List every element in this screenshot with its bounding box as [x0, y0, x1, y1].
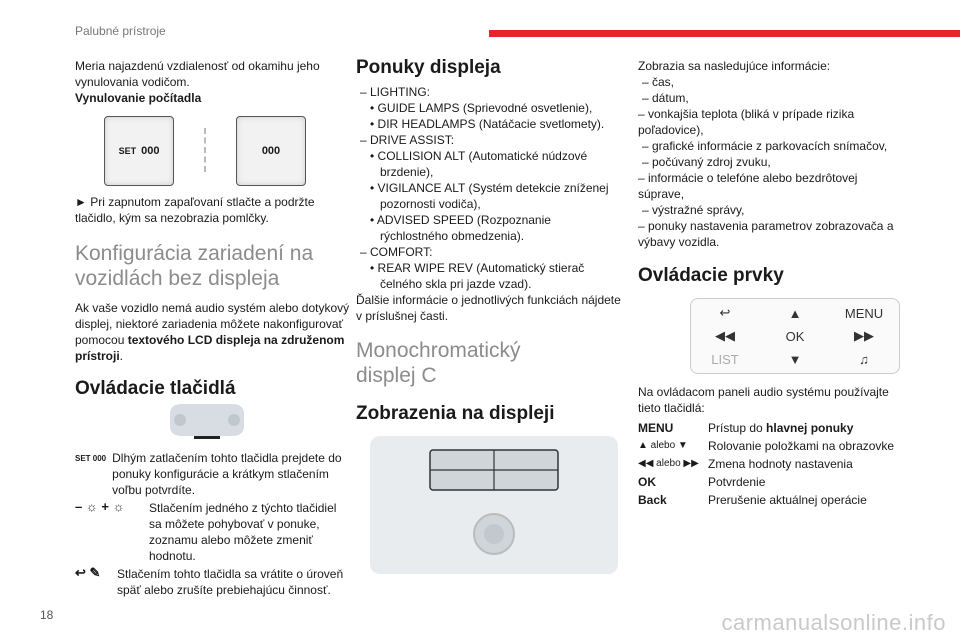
controls-heading: Ovládacie tlačidlá	[75, 378, 236, 399]
menu-heading: Ponuky displeja	[356, 57, 501, 78]
desc-back: Stlačením tohto tlačidla sa vrátite o úroveň späť alebo zrušíte prebiehajúcu činnosť.	[117, 567, 344, 597]
back-arrow-icon: ↩	[75, 565, 86, 580]
config-text-pre: Ak vaše vozidlo nemá audio systém alebo dotykový displej, niektoré zariadenia môžete nakonfigurovať pomocou	[75, 301, 350, 347]
def-key: ◀◀ alebo ▶▶	[638, 458, 699, 469]
list-item: – ponuky nastavenia parametrov zobrazovača a výbavy vozidla.	[638, 219, 894, 249]
list-item: • DIR HEADLAMPS (Natáčacie svetlomety).	[370, 117, 605, 131]
counter-value: 000	[141, 145, 160, 157]
column-right	[638, 58, 903, 287]
list-item: – DRIVE ASSIST:	[360, 133, 455, 147]
panel-menu-label: MENU	[844, 305, 884, 321]
minus-icon: –	[75, 499, 83, 514]
back-row	[75, 566, 350, 598]
list-item: • COLLISION ALT (Automatické núdzové brzdenie),	[370, 149, 588, 179]
rewind-icon: ◀◀	[715, 328, 735, 343]
config-heading: Konfigurácia zariadení na vozidlách bez displeja	[75, 242, 314, 290]
counter-dashes-illustration	[236, 116, 306, 186]
reset-title: Vynulovanie počítadla	[75, 91, 202, 105]
list-item: – informácie o telefóne alebo bezdrôtovej súprave,	[638, 171, 858, 201]
column-left-lower	[75, 194, 350, 400]
back-arrow-icon: ↩	[719, 305, 731, 320]
arrow-up-icon: ▲	[788, 305, 802, 321]
key-definitions	[638, 420, 903, 508]
column-left	[75, 58, 345, 106]
setting-icon: SET 000	[75, 454, 107, 463]
info-intro: Zobrazia sa nasledujúce informácie:	[638, 59, 831, 73]
config-text-post: .	[119, 349, 124, 363]
def-key: Back	[638, 493, 667, 507]
dash-divider	[204, 128, 208, 172]
instrument-buttons-illustration	[166, 402, 248, 442]
def-key: ▲ alebo ▼	[638, 440, 688, 451]
list-item: – grafické informácie z parkovacích snímačov,	[642, 139, 888, 153]
brightness-high-icon: ☼	[112, 499, 125, 514]
minus-plus-icons	[75, 500, 143, 514]
list-item: • REAR WIPE REV (Automatický stierač čelného skla pri jazde vzad).	[370, 261, 585, 291]
counter-value-right: 000	[261, 145, 281, 157]
set-counter-button-illustration	[104, 116, 174, 186]
watermark: carmanualsonline.info	[721, 610, 946, 635]
list-item: • VIGILANCE ALT (Systém detekcie zníženej pozornosti vodiča),	[370, 181, 609, 211]
list-item: – dátum,	[642, 91, 689, 105]
right-controls-heading: Ovládacie prvky	[638, 265, 784, 286]
list-item: • ADVISED SPEED (Rozpoznanie rýchlostného obmedzenia).	[370, 213, 551, 243]
display-heading: Zobrazenia na displeji	[356, 403, 555, 424]
config-text	[75, 300, 350, 364]
page-number: 18	[40, 608, 54, 622]
music-note-icon: ♫	[859, 351, 869, 367]
set-row	[75, 450, 350, 498]
wrench-icon: ✎	[89, 565, 101, 580]
more-info-text: Ďalšie informácie o jednotlivých funkciách nájdete v príslušnej časti.	[356, 293, 621, 323]
def-key: MENU	[638, 421, 674, 435]
plus-icon: +	[101, 499, 109, 514]
running-header: Palubné prístroje	[75, 24, 166, 38]
panel-description	[638, 384, 903, 508]
list-item: – výstražné správy,	[642, 203, 745, 217]
def-value-text: Prístup do	[708, 421, 767, 435]
fast-forward-icon: ▶▶	[854, 328, 874, 343]
list-item: – vonkajšia teplota (bliká v prípade rizika poľadovice),	[638, 107, 855, 137]
def-value: Potvrdenie	[708, 475, 766, 489]
section-color-bar	[489, 30, 960, 37]
column-middle	[356, 56, 621, 425]
desc-set: Dlhým zatlačením tohto tlačidla prejdete do ponuky konfigurácie a krátkym stlačením voľbu potvrdíte.	[112, 451, 342, 497]
def-value: Prerušenie aktuálnej operácie	[708, 493, 867, 507]
menu-list	[356, 84, 621, 292]
list-item: – LIGHTING:	[360, 85, 431, 99]
arrow-down-icon: ▼	[788, 351, 802, 367]
desc-minus-plus: Stlačením jedného z týchto tlačidiel sa môžete pohybovať v ponuke, zoznamu alebo môžete zmeniť hodnotu.	[149, 501, 337, 563]
config-text-bold: textového LCD displeja na združenom prístroji	[75, 333, 345, 363]
panel-list-label: LIST	[711, 351, 739, 367]
mono-heading: Monochromatický displej C	[356, 339, 521, 387]
panel-text: Na ovládacom paneli audio systému používajte tieto tlačidlá:	[638, 385, 889, 415]
def-key: OK	[638, 475, 656, 489]
dashboard-display-illustration	[370, 436, 618, 574]
panel-ok-label: OK	[785, 328, 805, 344]
list-item: • GUIDE LAMPS (Sprievodné osvetlenie),	[370, 101, 593, 115]
list-item: – počúvaný zdroj zvuku,	[642, 155, 771, 169]
list-item: – COMFORT:	[360, 245, 433, 259]
controls-descriptions	[75, 450, 350, 598]
def-value-bold: hlavnej ponuky	[766, 421, 854, 435]
info-list	[638, 74, 903, 250]
audio-control-panel	[690, 298, 900, 374]
def-value: Zmena hodnoty nastavenia	[708, 457, 853, 471]
intro-text: Meria najazdenú vzdialenosť od okamihu jeho vynulovania vodičom.	[75, 59, 320, 89]
def-value	[708, 420, 903, 436]
brightness-low-icon: ☼	[85, 499, 98, 514]
list-item: – čas,	[642, 75, 675, 89]
set-label: SET	[118, 146, 137, 156]
reset-instruction: ► Pri zapnutom zapaľovaní stlačte a podržte tlačidlo, kým sa nezobrazia pomlčky.	[75, 195, 315, 225]
minus-plus-row	[75, 500, 350, 564]
back-icons	[75, 566, 111, 580]
def-value: Rolovanie položkami na obrazovke	[708, 439, 895, 453]
